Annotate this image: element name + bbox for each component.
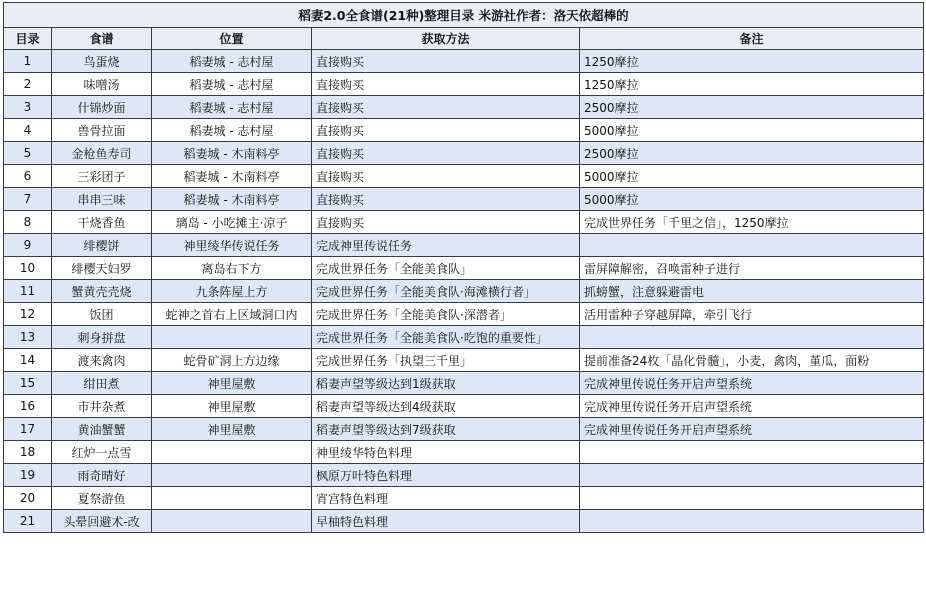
cell-note: 2500摩拉: [580, 142, 924, 165]
cell-location: 蛇神之首右上区域洞口内: [152, 303, 312, 326]
cell-note: 5000摩拉: [580, 165, 924, 188]
table-row: [4, 73, 924, 96]
cell-method: 直接购买: [312, 73, 580, 96]
cell-method: 神里绫华特色料理: [312, 441, 580, 464]
cell-index: 6: [4, 165, 52, 188]
table-row: [4, 188, 924, 211]
recipe-table-container: [0, 2, 926, 533]
cell-location: [152, 487, 312, 510]
cell-index: 13: [4, 326, 52, 349]
cell-index: 14: [4, 349, 52, 372]
cell-index: 3: [4, 96, 52, 119]
cell-recipe: 饭团: [52, 303, 152, 326]
cell-method: 完成世界任务「全能美食队·吃饱的重要性」: [312, 326, 580, 349]
cell-index: 4: [4, 119, 52, 142]
cell-location: 神里绫华传说任务: [152, 234, 312, 257]
cell-index: 15: [4, 372, 52, 395]
cell-location: 稻妻城 - 志村屋: [152, 50, 312, 73]
cell-index: 5: [4, 142, 52, 165]
cell-method: 早柚特色料理: [312, 510, 580, 533]
cell-method: 枫原万叶特色料理: [312, 464, 580, 487]
cell-note: 提前准备24枚「晶化骨髓」，小麦，禽肉，堇瓜，面粉: [580, 349, 924, 372]
cell-note: 5000摩拉: [580, 119, 924, 142]
table-title: 稻妻2.0全食谱(21种)整理目录 米游社作者：洛天依超棒的: [4, 3, 924, 28]
table-row: [4, 165, 924, 188]
cell-index: 9: [4, 234, 52, 257]
cell-recipe: 渡来禽肉: [52, 349, 152, 372]
cell-recipe: 鸟蛋烧: [52, 50, 152, 73]
cell-method: 直接购买: [312, 96, 580, 119]
cell-index: 11: [4, 280, 52, 303]
table-row: [4, 349, 924, 372]
cell-index: 16: [4, 395, 52, 418]
table-header-row: [4, 28, 924, 50]
cell-note: 完成神里传说任务开启声望系统: [580, 395, 924, 418]
cell-method: 直接购买: [312, 119, 580, 142]
cell-method: 稻妻声望等级达到7级获取: [312, 418, 580, 441]
cell-note: 活用雷种子穿越屏障，牵引飞行: [580, 303, 924, 326]
cell-index: 10: [4, 257, 52, 280]
cell-location: 稻妻城 - 木南料亭: [152, 165, 312, 188]
cell-location: 稻妻城 - 志村屋: [152, 73, 312, 96]
cell-recipe: 红炉一点雪: [52, 441, 152, 464]
cell-method: 直接购买: [312, 50, 580, 73]
table-row: [4, 418, 924, 441]
cell-method: 直接购买: [312, 165, 580, 188]
cell-location: 离岛右下方: [152, 257, 312, 280]
cell-method: 直接购买: [312, 188, 580, 211]
cell-recipe: 串串三味: [52, 188, 152, 211]
cell-location: 稻妻城 - 志村屋: [152, 96, 312, 119]
cell-location: 神里屋敷: [152, 395, 312, 418]
cell-location: 稻妻城 - 木南料亭: [152, 142, 312, 165]
cell-location: [152, 441, 312, 464]
cell-note: 完成世界任务「千里之信」，1250摩拉: [580, 211, 924, 234]
cell-note: [580, 464, 924, 487]
cell-recipe: 兽骨拉面: [52, 119, 152, 142]
cell-note: [580, 441, 924, 464]
cell-method: 完成神里传说任务: [312, 234, 580, 257]
recipe-table: [3, 2, 924, 533]
cell-index: 20: [4, 487, 52, 510]
table-row: [4, 119, 924, 142]
table-title-row: [4, 3, 924, 28]
cell-recipe: 刺身拼盘: [52, 326, 152, 349]
cell-index: 21: [4, 510, 52, 533]
table-row: [4, 464, 924, 487]
table-row: [4, 280, 924, 303]
cell-location: 稻妻城 - 志村屋: [152, 119, 312, 142]
cell-recipe: 味噌汤: [52, 73, 152, 96]
cell-method: 完成世界任务「全能美食队·深潜者」: [312, 303, 580, 326]
cell-note: 2500摩拉: [580, 96, 924, 119]
cell-method: 直接购买: [312, 142, 580, 165]
cell-recipe: 三彩团子: [52, 165, 152, 188]
table-row: [4, 257, 924, 280]
cell-recipe: 金枪鱼寿司: [52, 142, 152, 165]
table-row: [4, 395, 924, 418]
header-location: 位置: [152, 28, 312, 50]
table-body: [4, 50, 924, 533]
cell-method: 直接购买: [312, 211, 580, 234]
cell-note: [580, 510, 924, 533]
cell-index: 7: [4, 188, 52, 211]
cell-location: [152, 464, 312, 487]
cell-location: 神里屋敷: [152, 372, 312, 395]
cell-recipe: 干烧香鱼: [52, 211, 152, 234]
cell-index: 17: [4, 418, 52, 441]
cell-location: 蛇骨矿洞上方边缘: [152, 349, 312, 372]
cell-note: [580, 234, 924, 257]
cell-recipe: 绀田煮: [52, 372, 152, 395]
cell-recipe: 绯樱天妇罗: [52, 257, 152, 280]
cell-location: 璃岛 - 小吃摊主·凉子: [152, 211, 312, 234]
cell-location: 神里屋敷: [152, 418, 312, 441]
cell-index: 2: [4, 73, 52, 96]
table-row: [4, 372, 924, 395]
cell-note: 完成神里传说任务开启声望系统: [580, 418, 924, 441]
table-row: [4, 234, 924, 257]
cell-recipe: 绯樱饼: [52, 234, 152, 257]
header-index: 目录: [4, 28, 52, 50]
cell-method: 宵宫特色料理: [312, 487, 580, 510]
cell-note: [580, 326, 924, 349]
cell-note: 5000摩拉: [580, 188, 924, 211]
table-row: [4, 487, 924, 510]
cell-note: [580, 487, 924, 510]
cell-method: 稻妻声望等级达到1级获取: [312, 372, 580, 395]
cell-location: 稻妻城 - 木南料亭: [152, 188, 312, 211]
header-method: 获取方法: [312, 28, 580, 50]
cell-recipe: 夏祭游鱼: [52, 487, 152, 510]
table-row: [4, 441, 924, 464]
cell-method: 完成世界任务「执望三千里」: [312, 349, 580, 372]
cell-recipe: 市井杂煮: [52, 395, 152, 418]
cell-note: 1250摩拉: [580, 73, 924, 96]
cell-method: 稻妻声望等级达到4级获取: [312, 395, 580, 418]
cell-index: 18: [4, 441, 52, 464]
cell-recipe: 黄油蟹蟹: [52, 418, 152, 441]
table-row: [4, 510, 924, 533]
cell-note: 完成神里传说任务开启声望系统: [580, 372, 924, 395]
table-row: [4, 96, 924, 119]
cell-method: 完成世界任务「全能美食队·海滩横行者」: [312, 280, 580, 303]
cell-recipe: 头晕回避术-改: [52, 510, 152, 533]
cell-note: 雷屏障解密，召唤雷种子进行: [580, 257, 924, 280]
table-row: [4, 50, 924, 73]
table-row: [4, 142, 924, 165]
table-row: [4, 211, 924, 234]
cell-recipe: 蟹黄壳壳烧: [52, 280, 152, 303]
cell-method: 完成世界任务「全能美食队」: [312, 257, 580, 280]
cell-index: 1: [4, 50, 52, 73]
cell-location: [152, 326, 312, 349]
cell-note: 抓螃蟹，注意躲避雷电: [580, 280, 924, 303]
cell-note: 1250摩拉: [580, 50, 924, 73]
header-recipe: 食谱: [52, 28, 152, 50]
table-row: [4, 303, 924, 326]
cell-index: 8: [4, 211, 52, 234]
cell-recipe: 雨奇晴好: [52, 464, 152, 487]
table-row: [4, 326, 924, 349]
cell-recipe: 什锦炒面: [52, 96, 152, 119]
cell-location: 九条阵屋上方: [152, 280, 312, 303]
cell-index: 12: [4, 303, 52, 326]
cell-location: [152, 510, 312, 533]
cell-index: 19: [4, 464, 52, 487]
header-note: 备注: [580, 28, 924, 50]
